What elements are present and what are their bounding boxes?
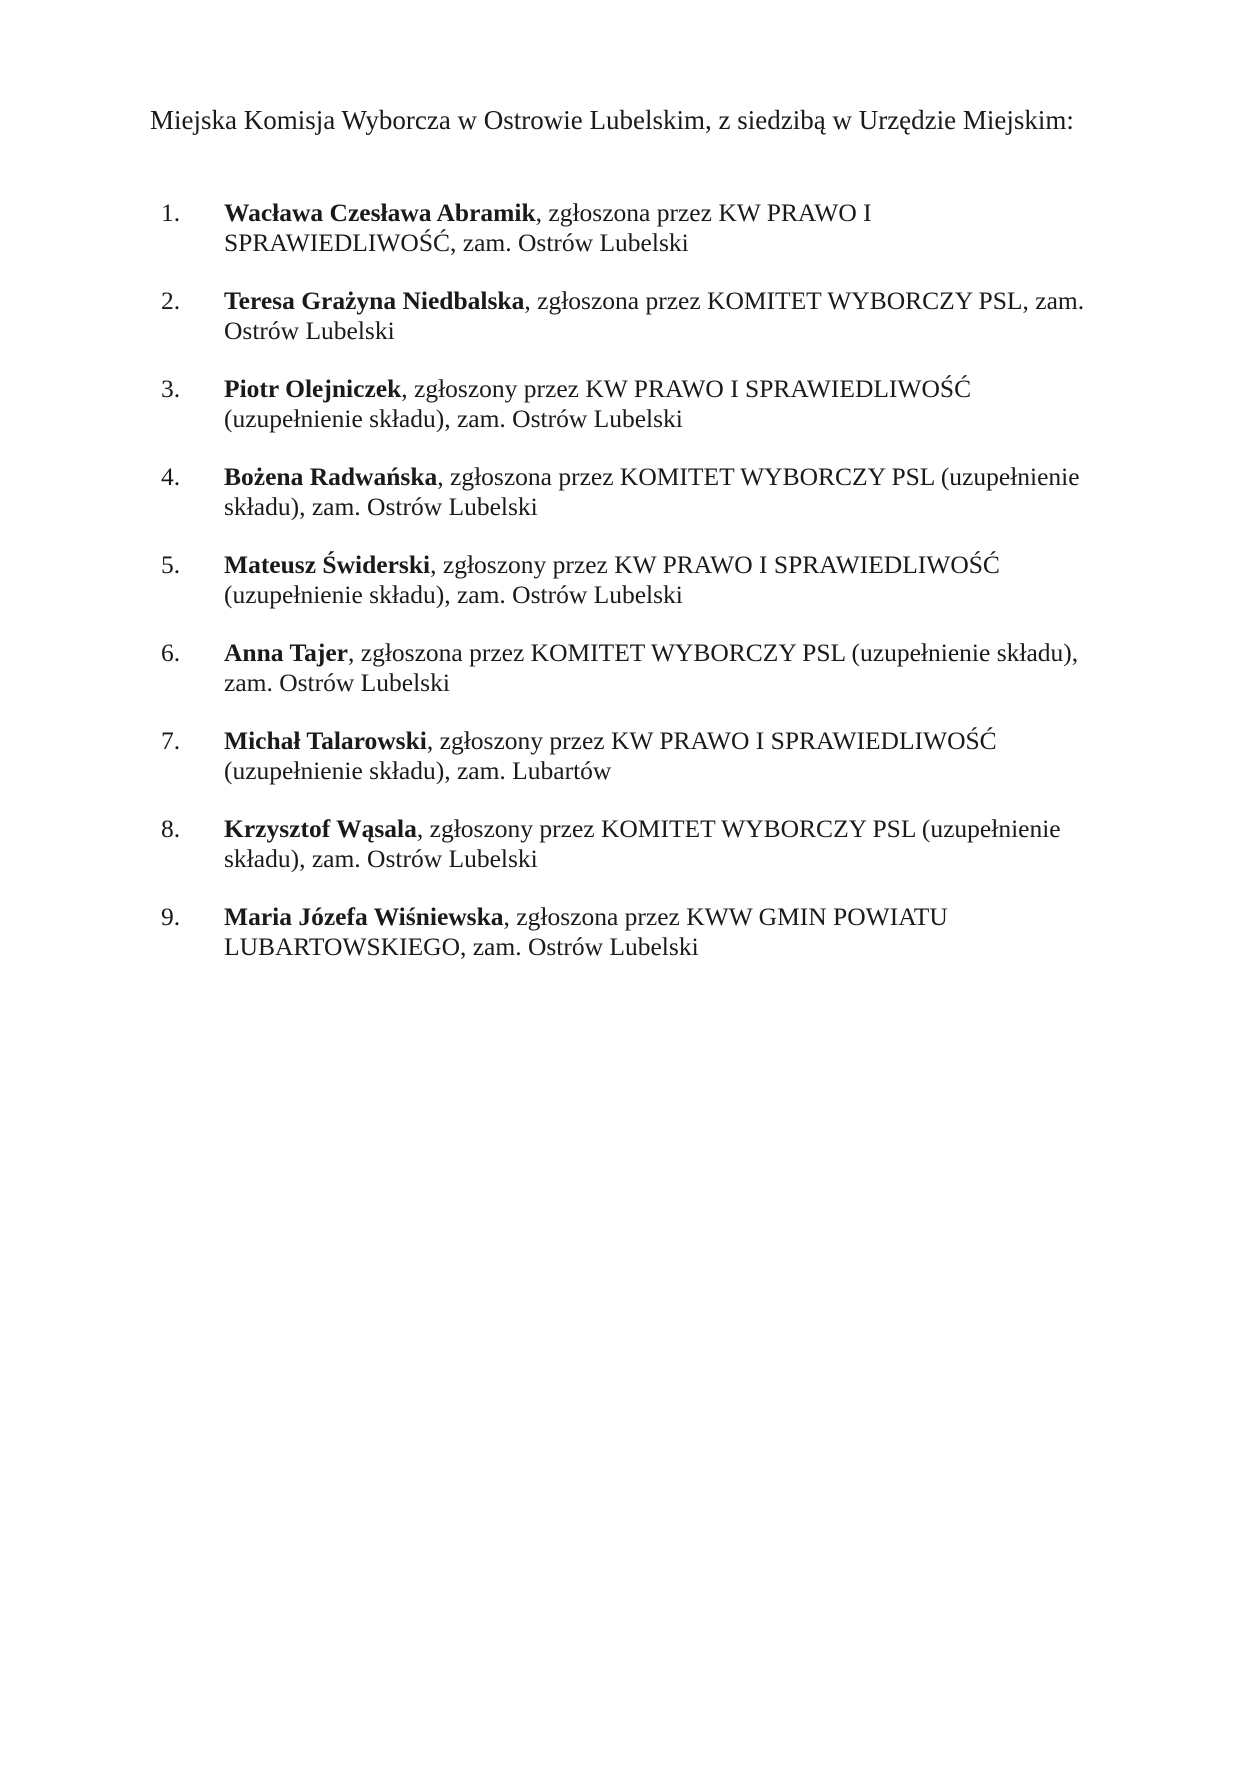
member-name: Teresa Grażyna Niedbalska — [224, 286, 525, 315]
list-item — [150, 198, 1110, 257]
member-details: , zgłoszony przez KW PRAWO I SPRAWIEDLIWOŚĆ (uzupełnienie składu), zam. Ostrów Lubelski — [224, 374, 972, 433]
item-number: 3. — [161, 374, 181, 403]
list-item — [150, 902, 1110, 961]
document-heading: Miejska Komisja Wyborcza w Ostrowie Lubelskim, z siedzibą w Urzędzie Miejskim: — [150, 105, 1074, 135]
list-item — [150, 550, 1110, 609]
item-number: 5. — [161, 550, 181, 579]
item-number: 4. — [161, 462, 181, 491]
member-name: Michał Talarowski — [224, 726, 427, 755]
list-item — [150, 638, 1110, 697]
list-item — [150, 726, 1110, 785]
member-details: , zgłoszony przez KW PRAWO I SPRAWIEDLIWOŚĆ (uzupełnienie składu), zam. Lubartów — [224, 726, 997, 785]
list-item — [150, 286, 1110, 345]
item-number: 1. — [161, 198, 181, 227]
item-number: 9. — [161, 902, 181, 931]
member-name: Wacława Czesława Abramik — [224, 198, 536, 227]
member-details: , zgłoszona przez KWW GMIN POWIATU LUBARTOWSKIEGO, zam. Ostrów Lubelski — [224, 902, 948, 961]
member-details: , zgłoszona przez KOMITET WYBORCZY PSL (uzupełnienie składu), zam. Ostrów Lubelski — [224, 638, 1079, 697]
item-number: 7. — [161, 726, 181, 755]
member-name: Krzysztof Wąsala — [224, 814, 417, 843]
member-details: , zgłoszona przez KOMITET WYBORCZY PSL (uzupełnienie składu), zam. Ostrów Lubelski — [224, 462, 1080, 521]
member-details: , zgłoszony przez KOMITET WYBORCZY PSL (uzupełnienie składu), zam. Ostrów Lubelski — [224, 814, 1061, 873]
member-name: Maria Józefa Wiśniewska — [224, 902, 504, 931]
commission-member-list — [150, 198, 1110, 990]
item-number: 6. — [161, 638, 181, 667]
member-details: , zgłoszona przez KW PRAWO I SPRAWIEDLIWOŚĆ, zam. Ostrów Lubelski — [224, 198, 872, 257]
item-number: 8. — [161, 814, 181, 843]
member-name: Piotr Olejniczek — [224, 374, 402, 403]
member-name: Mateusz Świderski — [224, 550, 431, 579]
item-number: 2. — [161, 286, 181, 315]
member-details: , zgłoszony przez KW PRAWO I SPRAWIEDLIWOŚĆ (uzupełnienie składu), zam. Ostrów Lubelski — [224, 550, 1000, 609]
list-item — [150, 374, 1110, 433]
list-item — [150, 814, 1110, 873]
list-item — [150, 462, 1110, 521]
member-name: Bożena Radwańska — [224, 462, 438, 491]
member-name: Anna Tajer — [224, 638, 348, 667]
member-details: , zgłoszona przez KOMITET WYBORCZY PSL, zam. Ostrów Lubelski — [224, 286, 1085, 345]
